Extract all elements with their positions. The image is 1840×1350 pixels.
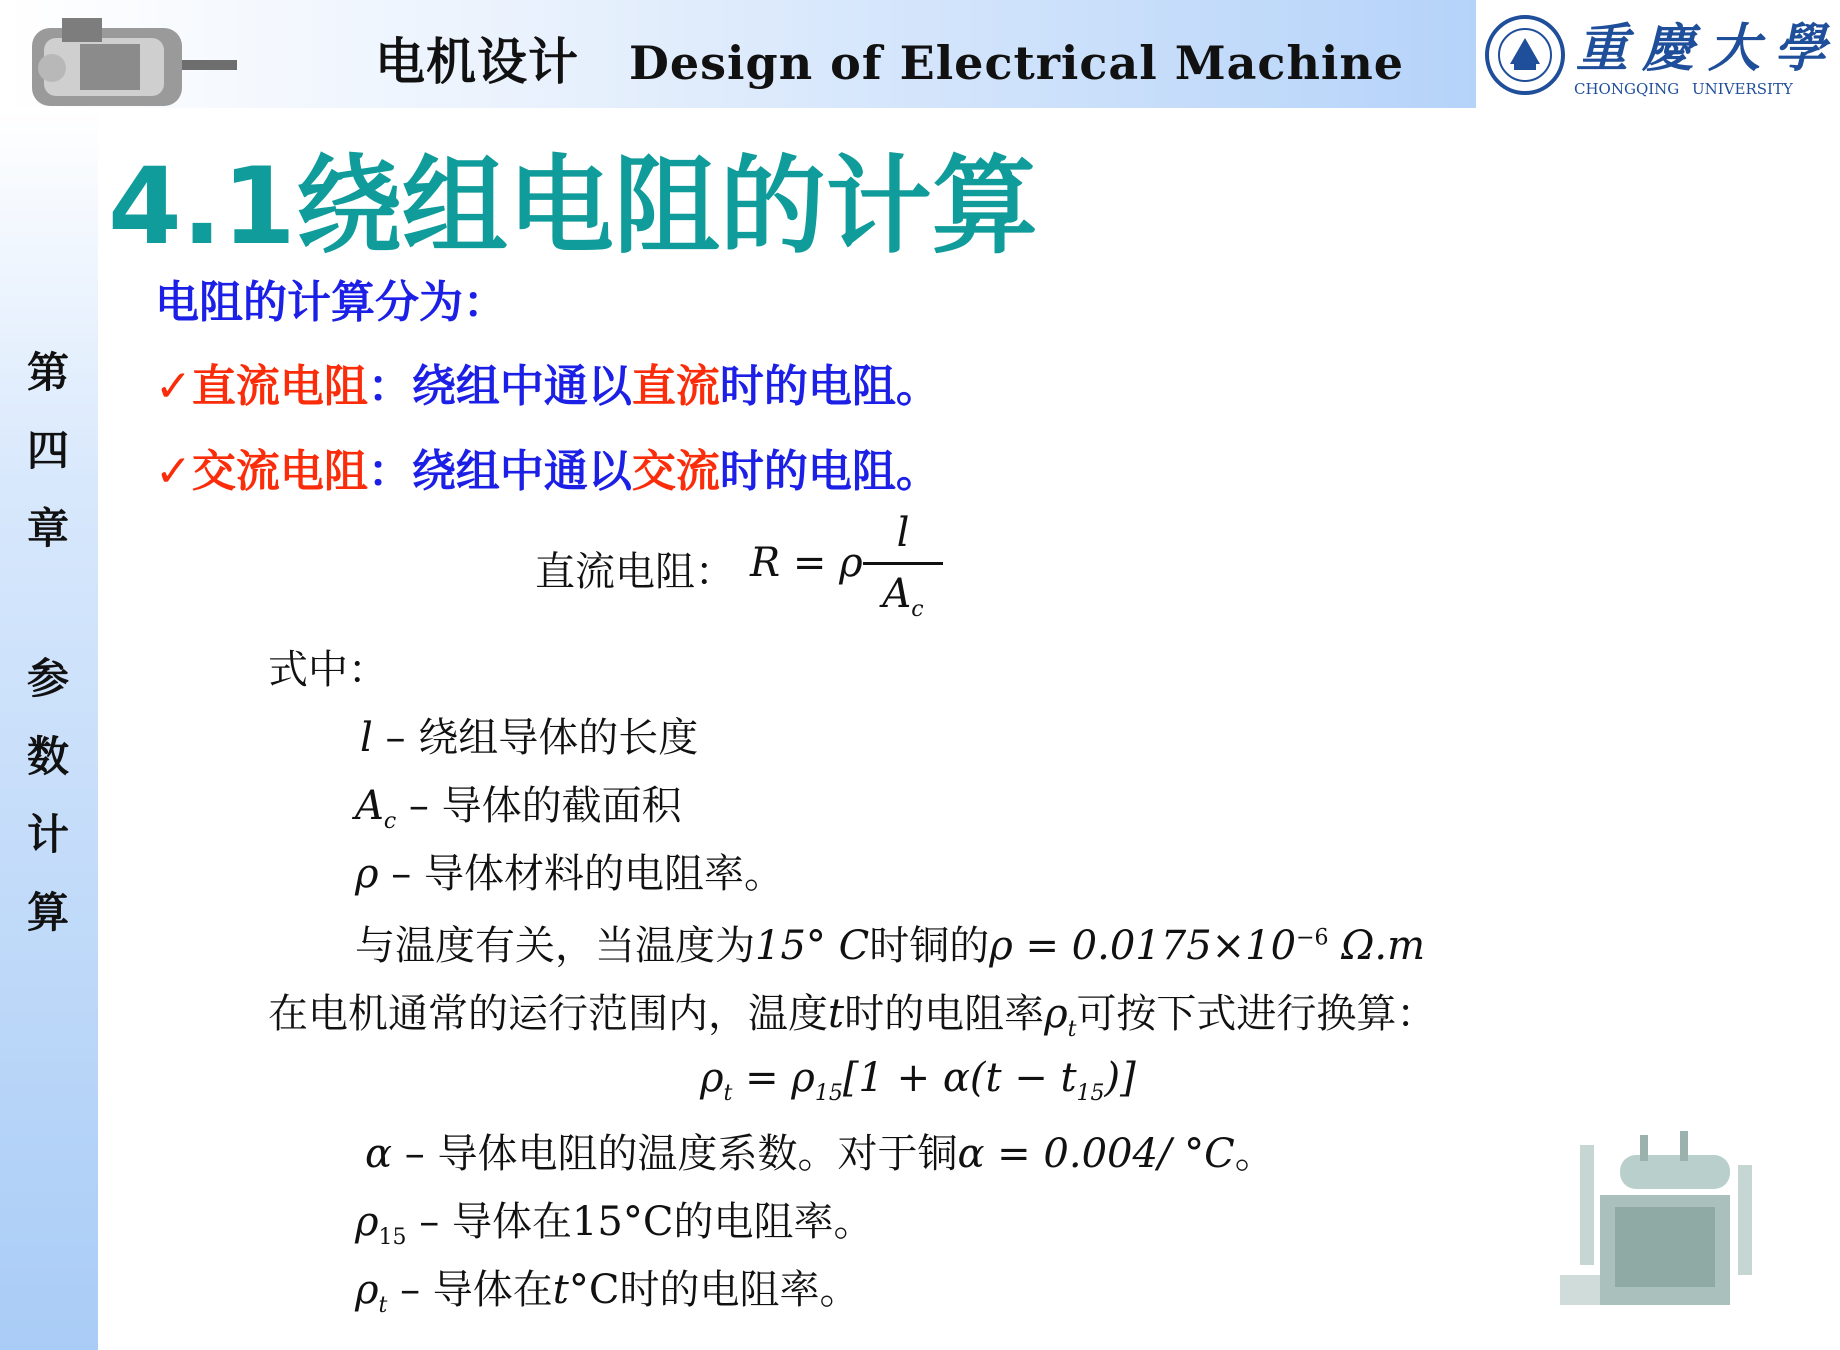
course-title xyxy=(375,22,1404,94)
def-rho15: $\rho_{15}$ – 导体在15°C的电阻率。 xyxy=(355,1199,874,1250)
where-label: 式中： xyxy=(268,647,388,693)
chapter-sidebar xyxy=(0,108,98,1350)
check-icon: ✓ xyxy=(155,361,192,412)
ac-pre: 绕组中通以 xyxy=(411,446,632,497)
def-length: l – 绕组导体的长度 xyxy=(360,715,699,761)
dc-highlight: 直流 xyxy=(631,361,720,412)
def-rhot: $\rho_t$ – 导体在t°C时的电阻率。 xyxy=(355,1267,860,1318)
university-name-en-left: CHONGQING xyxy=(1574,80,1680,98)
motor-image xyxy=(22,10,242,120)
dc-term: 直流电阻 xyxy=(191,361,368,412)
dc-pre: 绕组中通以 xyxy=(411,361,632,412)
bullet-dc xyxy=(155,350,940,414)
university-name-en-right: UNIVERSITY xyxy=(1692,80,1793,98)
sidebar-char: 章 xyxy=(26,504,69,553)
dc-post: 时的电阻。 xyxy=(719,361,940,412)
course-title-en: Design of Electrical Machine xyxy=(629,36,1405,90)
temp-conversion-formula: $\rho_t = \rho_{15}[1 + \alpha(t - t_{15})]$ xyxy=(700,1055,1136,1106)
def-alpha: α – 导体电阻的温度系数。对于铜α = 0.004/ °C。 xyxy=(365,1131,1275,1177)
university-seal-icon xyxy=(1484,14,1566,96)
formula-fraction xyxy=(863,510,943,622)
university-logo-area xyxy=(1476,0,1840,108)
slide-title: 4.1绕组电阻的计算 xyxy=(108,145,1038,268)
def-area: $A_c$ – 导体的截面积 xyxy=(355,783,682,834)
bullet-ac xyxy=(155,435,940,499)
sidebar-char: 算 xyxy=(26,888,69,937)
ac-highlight: 交流 xyxy=(631,446,720,497)
temp-dependence-line: 与温度有关，当温度为15° C时铜的$\rho = 0.0175\times 10^{-6}$ Ω.m xyxy=(355,923,1426,969)
intro-text: 电阻的计算分为： xyxy=(155,277,507,328)
university-name-cn: 重慶大學 xyxy=(1576,18,1840,79)
header-banner xyxy=(0,0,1476,108)
sidebar-char: 参 xyxy=(26,654,69,703)
sidebar-char: 计 xyxy=(26,810,69,859)
ac-term: 交流电阻 xyxy=(191,446,368,497)
sidebar-char: 第 xyxy=(26,348,69,397)
fraction-denominator: $A_c$ xyxy=(882,571,924,622)
sidebar-char: 四 xyxy=(26,426,69,475)
formula-lhs: R = ρ xyxy=(750,540,863,586)
fraction-numerator: l xyxy=(896,510,910,556)
ac-colon: ： xyxy=(367,446,412,497)
def-resistivity: ρ – 导体材料的电阻率。 xyxy=(355,851,784,897)
dc-colon: ： xyxy=(367,361,412,412)
course-title-cn: 电机设计 xyxy=(375,32,579,91)
transformer-image xyxy=(1560,1125,1780,1315)
ac-post: 时的电阻。 xyxy=(719,446,940,497)
fraction-bar xyxy=(863,562,943,565)
sidebar-char: 数 xyxy=(26,732,69,781)
operating-range-line: 在电机通常的运行范围内，温度t时的电阻率$\rho_t$可按下式进行换算： xyxy=(268,991,1437,1042)
formula-label: 直流电阻： xyxy=(535,549,735,595)
check-icon: ✓ xyxy=(155,446,192,497)
